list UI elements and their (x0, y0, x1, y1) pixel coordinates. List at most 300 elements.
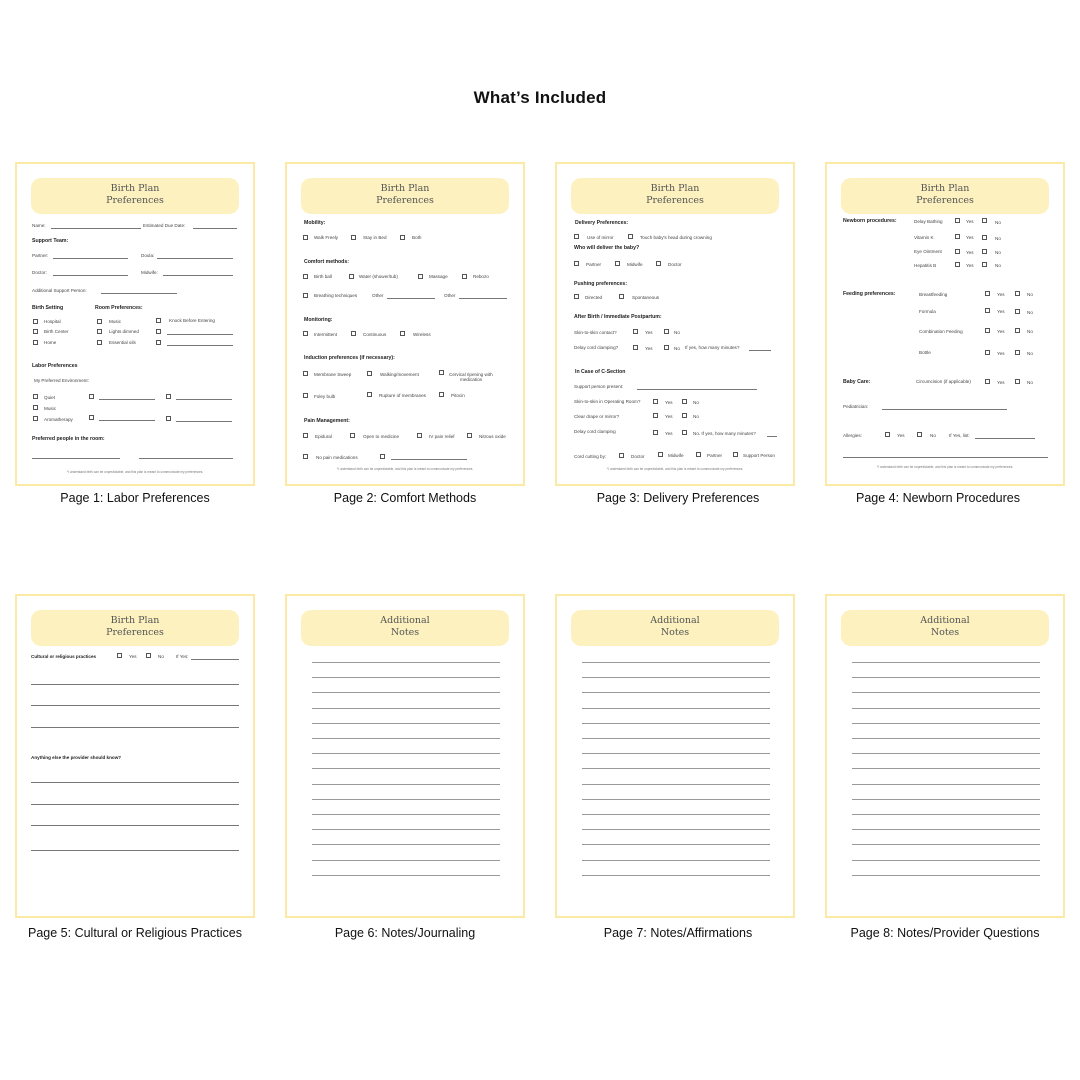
checkbox[interactable] (955, 249, 960, 254)
option-label: IV pain relief (429, 434, 455, 439)
checkbox[interactable] (97, 319, 102, 324)
checkbox[interactable] (97, 340, 102, 345)
checkbox[interactable] (619, 453, 624, 458)
field-label: Skin-to-skin contact? (574, 330, 617, 335)
checkbox[interactable] (955, 234, 960, 239)
field-label: Skin-to-skin in Operating Room? (574, 399, 641, 404)
option-label: No (995, 250, 1001, 255)
option-label: Midwife (668, 453, 684, 458)
option-label: Breastfeeding (919, 292, 948, 297)
checkbox[interactable] (467, 433, 472, 438)
option-label: Wireless (413, 332, 431, 337)
checkbox[interactable] (418, 274, 423, 279)
banner-line-1: Birth Plan (650, 183, 700, 194)
option-label: Yes (645, 330, 653, 335)
checkbox[interactable] (351, 331, 356, 336)
field-label: Doctor: (32, 270, 47, 275)
option-label: Knock Before Entering (169, 318, 215, 323)
banner-line-2: Preferences (916, 195, 974, 206)
option-label: Circumcision (if applicable) (916, 379, 971, 384)
checkbox[interactable] (97, 329, 102, 334)
section-heading: Labor Preferences (32, 363, 78, 369)
checkbox[interactable] (633, 345, 638, 350)
option-label: Partner (707, 453, 723, 458)
checkbox[interactable] (615, 261, 620, 266)
option-label: Support Person (743, 453, 775, 458)
field-label: Additional Support Person: (32, 288, 87, 293)
checkbox[interactable] (982, 235, 987, 240)
checkbox[interactable] (985, 350, 990, 355)
blank-line (167, 345, 233, 346)
checkbox[interactable] (885, 432, 890, 437)
field-label: Partner: (32, 253, 49, 258)
option-label: No (674, 346, 680, 351)
checkbox[interactable] (985, 308, 990, 313)
checkbox[interactable] (628, 234, 633, 239)
checkbox[interactable] (1015, 379, 1020, 384)
blank-line (176, 399, 232, 400)
option-label: No (1027, 380, 1033, 385)
blank-line (31, 804, 239, 805)
option-label: Nitrous oxide (479, 434, 506, 439)
option-label: Lights dimmed (109, 329, 139, 334)
card-banner (31, 178, 239, 214)
section-heading: Pain Management: (304, 418, 350, 424)
note-line (582, 799, 770, 800)
blank-line (31, 825, 239, 826)
section-heading: Monitoring: (304, 317, 333, 323)
checkbox[interactable] (166, 416, 171, 421)
note-line (852, 814, 1040, 815)
option-label: Epidural (315, 434, 332, 439)
checkbox[interactable] (574, 294, 579, 299)
blank-line (31, 782, 239, 783)
card-banner (841, 178, 1049, 214)
option-label: Yes (665, 431, 673, 436)
page-caption-1: Page 1: Labor Preferences (60, 491, 210, 505)
blank-line (749, 350, 771, 351)
banner-line-2: Preferences (106, 195, 164, 206)
blank-line (101, 293, 177, 294)
page-caption-5: Page 5: Cultural or Religious Practices (28, 926, 242, 940)
field-label: Name: (32, 223, 46, 228)
option-label: Eye Ointment (914, 249, 942, 254)
option-label: Intermittent (314, 332, 337, 337)
option-label: Water (shower/tub) (359, 274, 398, 279)
option-label: No (930, 433, 936, 438)
blank-line (157, 258, 233, 259)
note-line (852, 677, 1040, 678)
option-label: No (158, 654, 164, 659)
checkbox[interactable] (955, 262, 960, 267)
option-label: Yes (966, 250, 974, 255)
note-line (852, 723, 1040, 724)
note-line (852, 753, 1040, 754)
note-line (582, 814, 770, 815)
checkbox[interactable] (1015, 350, 1020, 355)
blank-line (163, 275, 233, 276)
checkbox[interactable] (156, 318, 161, 323)
option-label: Birth Center (44, 329, 69, 334)
section-heading: Birth Setting (32, 305, 64, 311)
banner-line-2: Preferences (646, 195, 704, 206)
field-label: My Preferred Environment: (34, 378, 89, 383)
section-heading: Baby Care: (843, 379, 871, 385)
banner-line-2: Notes (390, 627, 420, 638)
field-label: Cord cutting by: (574, 454, 607, 459)
option-label: Rupture of membranes (379, 393, 426, 398)
blank-line (176, 421, 232, 422)
blank-line (767, 436, 777, 437)
checkbox[interactable] (400, 331, 405, 336)
checkbox[interactable] (367, 371, 372, 376)
option-label: Doctor (631, 454, 645, 459)
checkbox[interactable] (303, 235, 308, 240)
field-label: Doula: (141, 253, 155, 258)
checkbox[interactable] (303, 454, 308, 459)
note-line (312, 753, 500, 754)
blank-line (139, 458, 233, 459)
option-label: Formula (919, 309, 936, 314)
card-banner (571, 610, 779, 646)
blank-line (31, 684, 239, 685)
checkbox[interactable] (985, 328, 990, 333)
field-label: Allergies: (843, 433, 862, 438)
blank-line (191, 659, 239, 660)
checkbox[interactable] (653, 413, 658, 418)
checkbox[interactable] (664, 345, 669, 350)
checkbox[interactable] (982, 218, 987, 223)
option-label: Yes (665, 414, 673, 419)
note-line (312, 829, 500, 830)
note-line (582, 829, 770, 830)
option-label: Yes (997, 329, 1005, 334)
note-line (852, 799, 1040, 800)
checkbox[interactable] (417, 433, 422, 438)
page-preview-2[interactable] (285, 162, 525, 486)
option-label: Yes (129, 654, 137, 659)
checkbox[interactable] (156, 340, 161, 345)
section-heading: Pushing preferences: (574, 281, 628, 287)
option-label: Yes (665, 400, 673, 405)
option-label: Midwife (627, 262, 643, 267)
note-line (852, 768, 1040, 769)
card-banner (301, 610, 509, 646)
page-preview-4[interactable] (825, 162, 1065, 486)
footnote: *I understand birth can be unpredictable, and this plan is meant to communicate my preferences. (336, 467, 474, 471)
checkbox[interactable] (89, 415, 94, 420)
blank-line (387, 298, 435, 299)
checkbox[interactable] (696, 452, 701, 457)
option-label: No (995, 263, 1001, 268)
banner-line-1: Additional (380, 615, 430, 626)
checkbox[interactable] (351, 235, 356, 240)
checkbox[interactable] (1015, 291, 1020, 296)
checkbox[interactable] (33, 394, 38, 399)
checkbox[interactable] (33, 319, 38, 324)
page-preview-7[interactable] (555, 594, 795, 918)
note-line (852, 692, 1040, 693)
section-heading: Room Preferences: (95, 305, 143, 311)
option-label: Yes (645, 346, 653, 351)
page-preview-5[interactable] (15, 594, 255, 918)
page-caption-3: Page 3: Delivery Preferences (596, 491, 760, 505)
checkbox[interactable] (658, 452, 663, 457)
field-label: Estimated Due Date: (143, 223, 186, 228)
option-label: Delay Bathing (914, 219, 943, 224)
note-line (582, 708, 770, 709)
blank-line (193, 228, 237, 229)
page-title: What’s Included (473, 88, 607, 107)
note-line (312, 860, 500, 861)
blank-line (31, 850, 239, 851)
section-heading: Newborn procedures: (843, 218, 897, 224)
checkbox[interactable] (653, 399, 658, 404)
page-caption-2: Page 2: Comfort Methods (333, 491, 477, 505)
page-caption-8: Page 8: Notes/Provider Questions (850, 926, 1040, 940)
page-preview-6[interactable] (285, 594, 525, 918)
section-heading: In Case of C-Section (575, 369, 626, 375)
banner-line-1: Additional (920, 615, 970, 626)
note-line (582, 738, 770, 739)
section-heading: Feeding preferences: (843, 291, 896, 297)
option-label: Music (109, 319, 121, 324)
note-line (582, 723, 770, 724)
page-preview-8[interactable] (825, 594, 1065, 918)
option-label: Open to medicine (363, 434, 400, 439)
option-label: Vitamin K (914, 235, 934, 240)
option-label: medication (460, 377, 483, 382)
blank-line (31, 727, 239, 728)
note-line (582, 860, 770, 861)
section-heading: Support Team: (32, 238, 69, 244)
option-label: Hospital (44, 319, 61, 324)
option-label: Stay in Bed (363, 235, 387, 240)
checkbox[interactable] (982, 249, 987, 254)
section-heading: Induction preferences (if necessary): (304, 355, 395, 361)
checkbox[interactable] (117, 653, 122, 658)
checkbox[interactable] (574, 261, 579, 266)
option-label: Music (44, 406, 56, 411)
checkbox[interactable] (380, 454, 385, 459)
note-line (312, 799, 500, 800)
option-label: Both (412, 235, 422, 240)
note-line (312, 662, 500, 663)
option-label: Other (372, 293, 384, 298)
checkbox[interactable] (656, 261, 661, 266)
note-line (852, 738, 1040, 739)
note-line (852, 860, 1040, 861)
option-label: Massage (429, 274, 448, 279)
note-line (852, 708, 1040, 709)
field-label: Pediatrician: (843, 404, 869, 409)
field-label: Support person present: (574, 384, 624, 389)
section-heading: Mobility: (304, 220, 326, 226)
option-label: Yes (897, 433, 905, 438)
checkbox[interactable] (400, 235, 405, 240)
checkbox[interactable] (733, 452, 738, 457)
checkbox[interactable] (33, 405, 38, 410)
note-line (582, 753, 770, 754)
checkbox[interactable] (303, 274, 308, 279)
option-label: Other (444, 293, 456, 298)
banner-line-1: Birth Plan (380, 183, 430, 194)
banner-line-2: Notes (660, 627, 690, 638)
checkbox[interactable] (682, 430, 687, 435)
option-label: Walking/movement (380, 372, 419, 377)
blank-line (32, 458, 120, 459)
blank-line (391, 459, 467, 460)
option-label: No (1027, 310, 1033, 315)
option-label: No (1027, 351, 1033, 356)
note-line (582, 784, 770, 785)
note-line (582, 768, 770, 769)
option-label: Rebozo (473, 274, 489, 279)
checkbox[interactable] (955, 218, 960, 223)
blank-line (99, 399, 155, 400)
option-label: Spontaneous (632, 295, 660, 300)
blank-line (975, 438, 1035, 439)
blank-line (459, 298, 507, 299)
field-label: If Yes, list: (949, 433, 970, 438)
option-label: No (693, 400, 699, 405)
blank-line (167, 334, 233, 335)
option-label: Membrane Sweep (314, 372, 352, 377)
banner-line-2: Preferences (376, 195, 434, 206)
blank-line (843, 457, 1048, 458)
banner-line-2: Notes (930, 627, 960, 638)
option-label: No (995, 220, 1001, 225)
banner-line-1: Birth Plan (920, 183, 970, 194)
checkbox[interactable] (917, 432, 922, 437)
option-label: No (693, 414, 699, 419)
section-heading: After Birth / Immediate Postpartum: (574, 314, 662, 320)
section-heading: Anything else the provider should know? (31, 755, 122, 760)
option-label: No (995, 236, 1001, 241)
page-preview-3[interactable] (555, 162, 795, 486)
note-line (312, 784, 500, 785)
note-line (312, 768, 500, 769)
checkbox[interactable] (439, 392, 444, 397)
banner-line-1: Birth Plan (110, 183, 160, 194)
footnote: *I understand birth can be unpredictable, and this plan is meant to communicate my preferences. (876, 465, 1014, 469)
checkbox[interactable] (303, 433, 308, 438)
checkbox[interactable] (1015, 328, 1020, 333)
field-label: Delay cord clamping (574, 429, 616, 434)
checkbox[interactable] (303, 371, 308, 376)
option-label: Cervical ripening with (449, 372, 493, 377)
page-caption-7: Page 7: Notes/Affirmations (603, 926, 753, 940)
option-label: Yes (966, 235, 974, 240)
checkbox[interactable] (682, 399, 687, 404)
banner-line-1: Additional (650, 615, 700, 626)
option-label: Doctor (668, 262, 682, 267)
checkbox[interactable] (303, 331, 308, 336)
checkbox[interactable] (350, 433, 355, 438)
checkbox[interactable] (664, 329, 669, 334)
checkbox[interactable] (985, 291, 990, 296)
page-preview-1[interactable] (15, 162, 255, 486)
option-label: Continuous (363, 332, 387, 337)
note-line (312, 738, 500, 739)
checkbox[interactable] (633, 329, 638, 334)
checkbox[interactable] (982, 262, 987, 267)
note-line (582, 875, 770, 876)
checkbox[interactable] (166, 394, 171, 399)
note-line (582, 692, 770, 693)
section-heading: Delivery Preferences: (575, 220, 629, 226)
option-label: No (1027, 292, 1033, 297)
checkbox[interactable] (33, 416, 38, 421)
checkbox[interactable] (303, 293, 308, 298)
field-label: If Yes: (176, 654, 189, 659)
option-label: Combination Feeding (919, 329, 963, 334)
banner-line-1: Birth Plan (110, 615, 160, 626)
section-heading: Who will deliver the baby? (574, 245, 640, 251)
option-label: Essential oils (109, 340, 136, 345)
option-label: Home (44, 340, 57, 345)
option-label: Yes (966, 263, 974, 268)
note-line (582, 844, 770, 845)
field-label: If yes, how many minutes? (685, 345, 740, 350)
checkbox[interactable] (146, 653, 151, 658)
card-banner (571, 178, 779, 214)
note-line (852, 844, 1040, 845)
checkbox[interactable] (985, 379, 990, 384)
note-line (852, 662, 1040, 663)
blank-line (51, 228, 141, 229)
checkbox[interactable] (33, 329, 38, 334)
option-label: Yes (997, 292, 1005, 297)
page-caption-4: Page 4: Newborn Procedures (856, 491, 1020, 505)
note-line (852, 829, 1040, 830)
option-label: No pain medications (316, 455, 358, 460)
option-label: Birth ball (314, 274, 332, 279)
field-label: Clear drape or mirror? (574, 414, 620, 419)
blank-line (99, 420, 155, 421)
checkbox[interactable] (156, 329, 161, 334)
checkbox[interactable] (1015, 309, 1020, 314)
checkbox[interactable] (303, 393, 308, 398)
note-line (312, 677, 500, 678)
checkbox[interactable] (349, 274, 354, 279)
option-label: Hepatitis B (914, 263, 937, 268)
checkbox[interactable] (367, 392, 372, 397)
checkbox[interactable] (89, 394, 94, 399)
checkbox[interactable] (574, 234, 579, 239)
footnote: *I understand birth can be unpredictable, and this plan is meant to communicate my preferences. (606, 467, 744, 471)
checkbox[interactable] (682, 413, 687, 418)
option-label: Partner (586, 262, 602, 267)
card-banner (841, 610, 1049, 646)
section-heading: Comfort methods: (304, 259, 349, 265)
checkbox[interactable] (619, 294, 624, 299)
note-line (312, 692, 500, 693)
checkbox[interactable] (33, 340, 38, 345)
option-label: Bottle (919, 350, 931, 355)
blank-line (31, 705, 239, 706)
section-heading: Preferred people in the room: (32, 436, 105, 442)
page-caption-6: Page 6: Notes/Journaling (334, 926, 476, 940)
checkbox[interactable] (462, 274, 467, 279)
option-label: Foley bulb (314, 394, 336, 399)
option-label: Pitocin (451, 393, 465, 398)
checkbox[interactable] (653, 430, 658, 435)
card-banner (301, 178, 509, 214)
checkbox[interactable] (439, 370, 444, 375)
option-label: Aromatherapy (44, 417, 73, 422)
field-label: No. If yes, how many minutes? (693, 431, 756, 436)
